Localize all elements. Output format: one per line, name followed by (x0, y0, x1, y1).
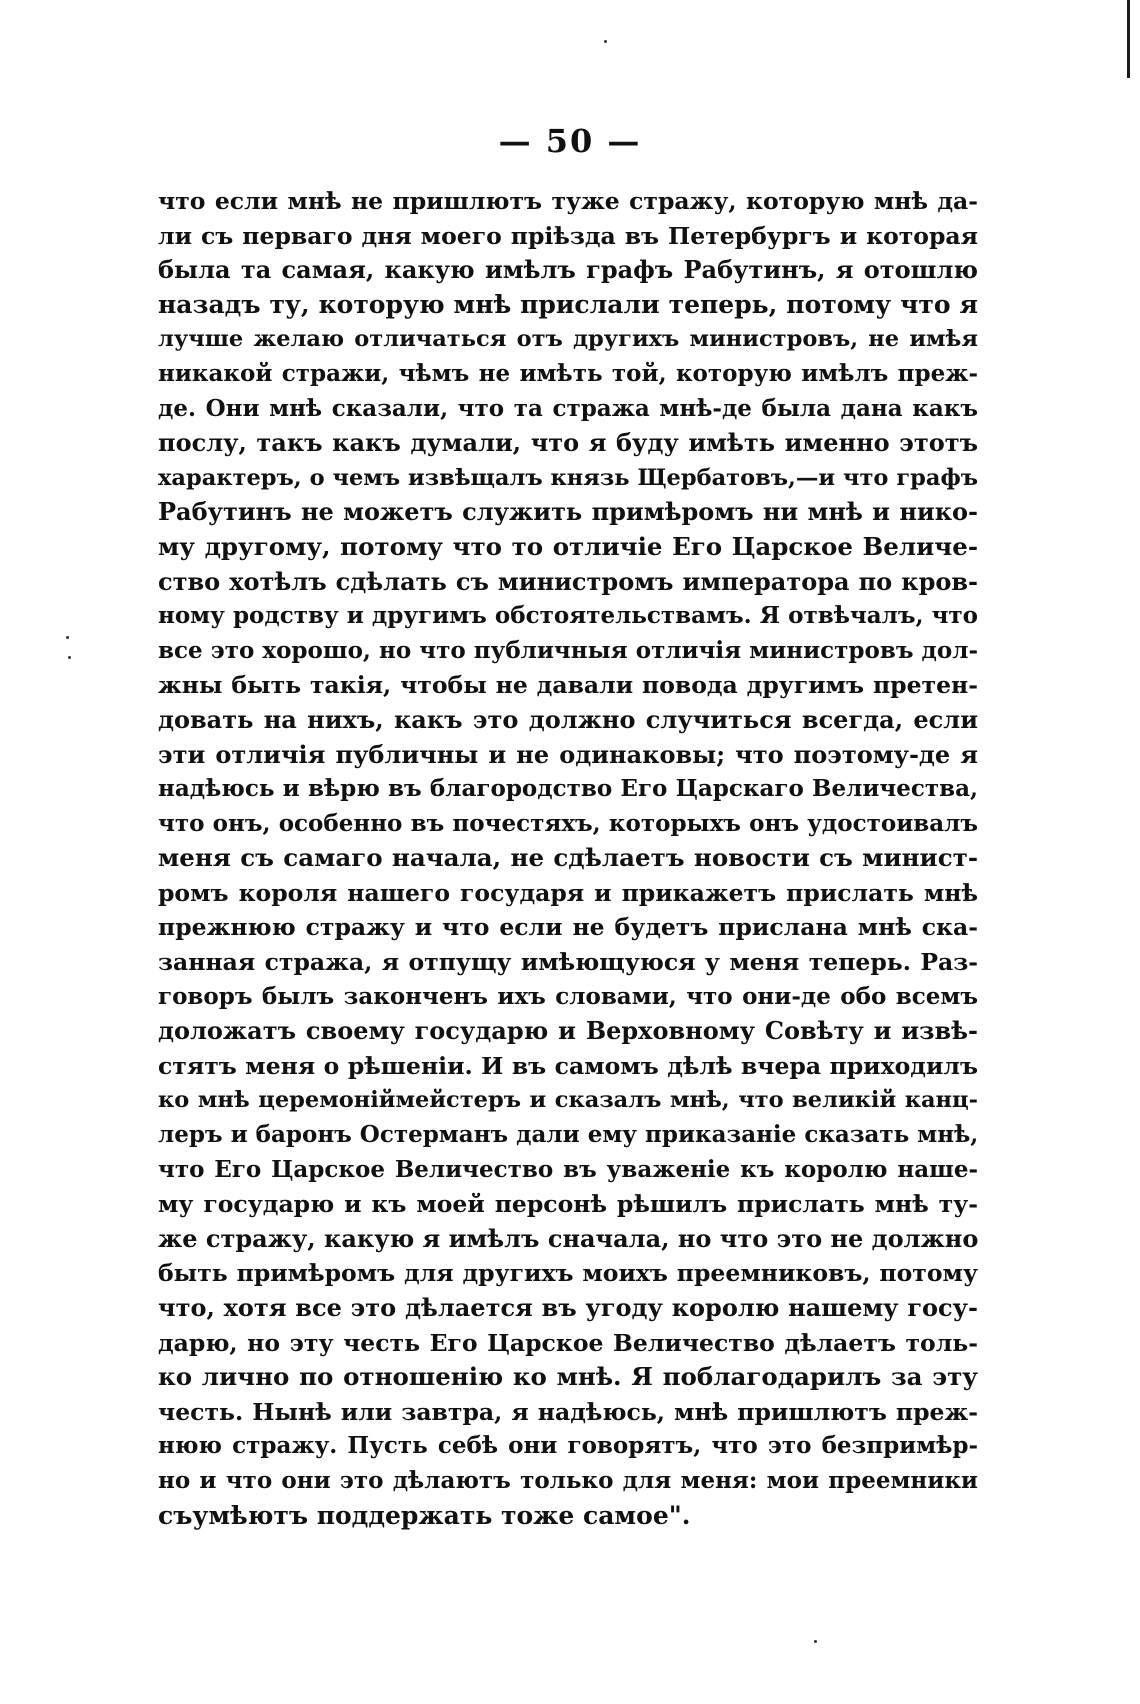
text-line: что Его Царское Величество въ уваженіе къ королю наше- (158, 1155, 978, 1183)
text-line: же стражу, какую я имѣлъ сначала, но что это не должно (158, 1223, 979, 1253)
body-text (158, 184, 978, 1533)
text-line: му государю и къ моей персонѣ рѣшилъ прислать мнѣ ту- (158, 1190, 978, 1219)
text-line: съумѣютъ поддержать тоже самое". (158, 1500, 691, 1530)
text-line: быть примѣромъ для другихъ моихъ преемниковъ, потому (158, 1259, 978, 1288)
text-line: меня съ самаго начала, не сдѣлаетъ новости съ минист- (158, 843, 978, 873)
text-line: честь. Нынѣ или завтра, я надѣюсь, мнѣ пришлютъ преж- (158, 1397, 978, 1426)
text-line: довать на нихъ, какъ это должно случиться всегда, если (158, 704, 978, 734)
speck (604, 40, 607, 43)
text-line: стятъ меня о рѣшеніи. И въ самомъ дѣлѣ вчера приходилъ (158, 1051, 978, 1080)
page-number: — 50 — (498, 122, 642, 160)
text-line: ромъ короля нашего государя и прикажетъ прислать мнѣ (158, 878, 978, 907)
text-line: что онъ, особенно въ почестяхъ, которыхъ онъ удостоивалъ (158, 809, 978, 837)
text-line: характеръ, о чемъ извѣщалъ князь Щербатовъ,—и что графъ (158, 464, 978, 491)
text-line: доложатъ своему государю и Верховному Совѣту и извѣ- (158, 1016, 978, 1046)
text-line: прежнюю стражу и что если не будетъ прислана мнѣ ска- (158, 913, 978, 942)
text-line: ли съ перваго дня моего пріѣзда въ Петербургъ и которая (158, 221, 978, 250)
speck (814, 1640, 817, 1643)
text-line: ство хотѣлъ сдѣлать съ министромъ императора по кров- (158, 566, 978, 596)
text-line: леръ и баронъ Остерманъ дали ему приказаніе сказать мнѣ, (158, 1121, 979, 1149)
text-line: назадъ ту, которую мнѣ прислали теперь, потому что я (158, 289, 978, 319)
text-line: была та самая, какую имѣлъ графъ Рабутинъ, я отошлю (158, 255, 978, 285)
text-line: дарю, но эту честь Его Царское Величество дѣлаетъ толь- (158, 1328, 978, 1357)
text-line: эти отличія публичны и не одинаковы; что поэтому-де я (158, 739, 978, 769)
text-line: Рабутинъ не можетъ служить примѣромъ ни мнѣ и нико- (158, 497, 978, 527)
text-line: жны быть такія, чтобы не давали повода другимъ претен- (158, 671, 978, 700)
text-line: занная стража, я отпущу имѣющуюся у меня теперь. Раз- (158, 948, 978, 977)
text-line: му другому, потому что то отличіе Его Царское Величе- (158, 531, 978, 561)
text-line: надѣюсь и вѣрю въ благородство Его Царскаго Величества, (158, 775, 978, 803)
text-line: все это хорошо, но что публичныя отличія министровъ дол- (158, 636, 978, 664)
text-line: лучше желаю отличаться отъ другихъ министровъ, не имѣя (158, 326, 978, 353)
text-line: ко лично по отношенію ко мнѣ. Я поблагодарилъ за эту (158, 1362, 978, 1392)
page-edge-mark (1127, 0, 1130, 78)
speck (68, 656, 71, 659)
text-line: никакой стражи, чѣмъ не имѣть той, которую имѣлъ преж- (158, 359, 978, 387)
text-line: говоръ былъ законченъ ихъ словами, что они-де обо всемъ (158, 982, 978, 1010)
speck (66, 636, 69, 639)
text-line: ному родству и другимъ обстоятельствамъ. Я отвѣчалъ, что (158, 602, 978, 630)
text-line: послу, такъ какъ думали, что я буду имѣть именно этотъ (158, 428, 978, 458)
text-line: де. Они мнѣ сказали, что та стража мнѣ-де была дана какъ (158, 394, 978, 422)
text-line: но и что они это дѣлаютъ только для меня: мои преемники (158, 1466, 978, 1494)
text-line: что, хотя все это дѣлается въ угоду королю нашему госу- (158, 1293, 978, 1322)
text-line: нюю стражу. Пусть себѣ они говорятъ, что это безпримѣр- (158, 1432, 978, 1460)
text-line: ко мнѣ церемоніймейстеръ и сказалъ мнѣ, что великій канц- (158, 1087, 978, 1114)
text-line: что если мнѣ не пришлютъ туже стражу, которую мнѣ да- (158, 187, 978, 215)
